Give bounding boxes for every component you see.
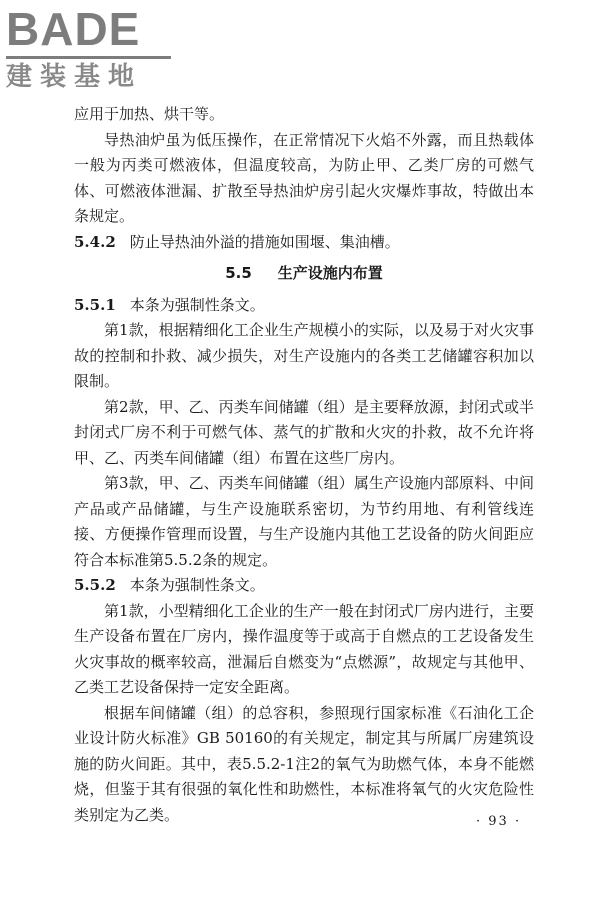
page-body (74, 102, 534, 828)
brand-logo (6, 4, 176, 92)
clause-5-5-2 (74, 573, 534, 599)
clause-number: 5.4.2 (74, 232, 116, 251)
paragraph-item-1: 第1款，根据精细化工企业生产规模小的实际，以及易于对火灾事故的控制和扑救、减少损失，对生产设施内的各类工艺储罐容积加以限制。 (74, 321, 534, 390)
clause-text: 本条为强制性条文。 (129, 295, 265, 314)
paragraph-tank-spacing: 根据车间储罐（组）的总容积，参照现行国家标准《石油化工企业设计防火标准》GB 50160的有关规定，制定其与所属厂房建筑设施的防火间距。其中，表5.5.2-1注2的氧气为助燃气体，本身不能燃烧，但鉴于其有很强的氧化性和助燃性，本标准将氧气的火灾危险性类别定为乙类。 (74, 703, 534, 824)
clause-5-5-1 (74, 293, 534, 319)
clause-5-4-2 (74, 230, 534, 256)
section-title: 生产设施内布置 (277, 264, 383, 282)
logo-subtitle: 建装基地 (6, 62, 143, 92)
paragraph-continuation: 应用于加热、烘干等。 (74, 105, 225, 123)
page-number: · 93 · (476, 814, 522, 829)
clause-text: 防止导热油外溢的措施如围堰、集油槽。 (129, 232, 400, 251)
clause-number: 5.5.1 (74, 295, 116, 314)
logo-wordmark: BADE (6, 3, 141, 55)
clause-number: 5.5.2 (74, 576, 116, 594)
paragraph-item-1-552: 第1款，小型精细化工企业的生产一般在封闭式厂房内进行，主要生产设备布置在厂房内，操作温度等于或高于自燃点的工艺设备发生火灾事故的概率较高，泄漏后自燃变为“点燃源”，故规定与其他甲、乙类工艺设备保持一定安全距离。 (74, 601, 534, 696)
paragraph-item-2: 第2款，甲、乙、丙类车间储罐（组）是主要释放源，封闭式或半封闭式厂房不利于可燃气体、蒸气的扩散和火灾的扑救，故不允许将甲、乙、丙类车间储罐（组）布置在这些厂房内。 (74, 397, 534, 467)
paragraph-item-3: 第3款，甲、乙、丙类车间储罐（组）属生产设施内部原料、中间产品或产品储罐，与生产设施联系密切，为节约用地、有利管线连接、方便操作管理而设置，与生产设施内其他工艺设备的防火间距应符合本标准第5.5.2条的规定。 (74, 474, 534, 569)
section-heading-5-5 (74, 261, 534, 287)
section-number: 5.5 (225, 264, 252, 282)
paragraph-thermal-oil-furnace: 导热油炉虽为低压操作，在正常情况下火焰不外露，而且热载体一般为丙类可燃液体，但温度较高，为防止甲、乙类厂房的可燃气体、可燃液体泄漏、扩散至导热油炉房引起火灾爆炸事故，特做出本条规定。 (74, 130, 534, 225)
logo-divider (6, 56, 171, 59)
clause-text: 本条为强制性条文。 (129, 576, 265, 594)
